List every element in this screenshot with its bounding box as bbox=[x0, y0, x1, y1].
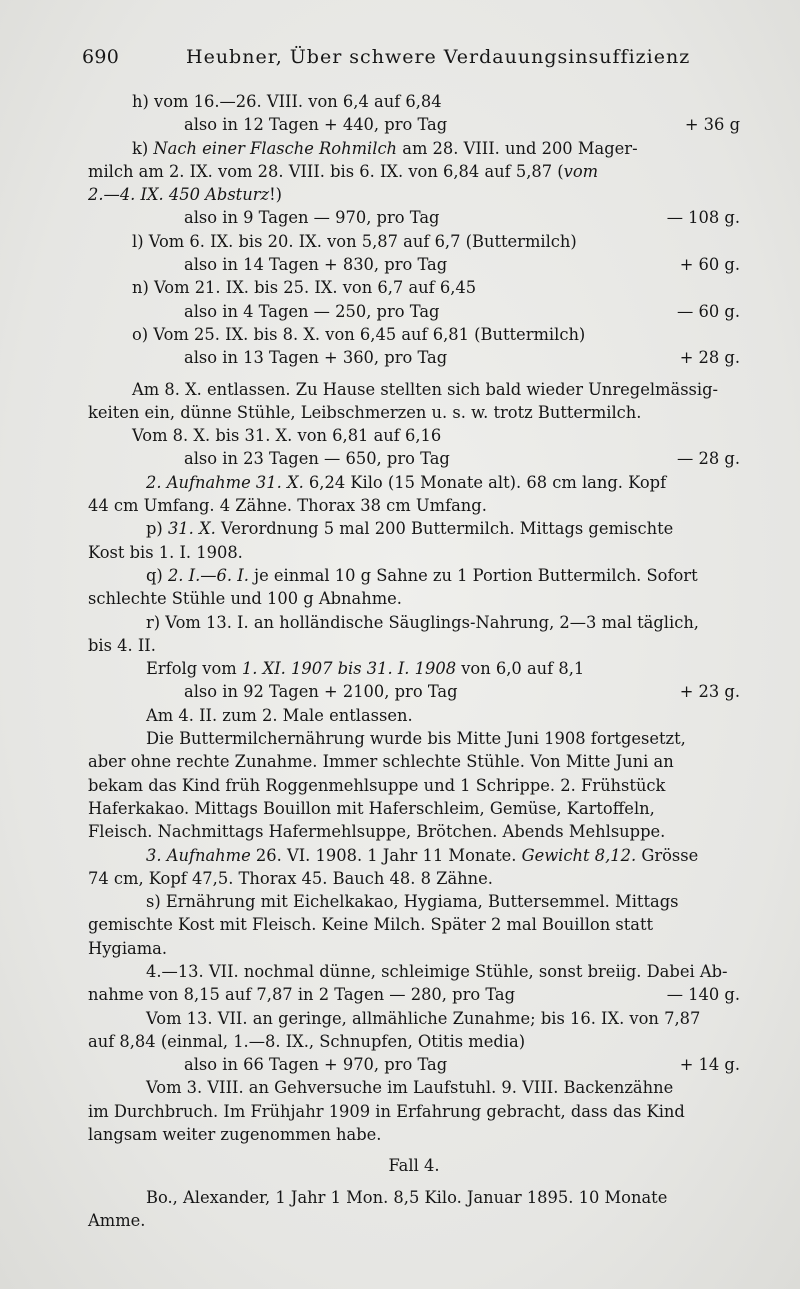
entry-k-sub: also in 9 Tagen — 970, pro Tag — 108 g. bbox=[88, 206, 740, 229]
para3-line1: p) 31. X. Verordnung 5 mal 200 Buttermilch. Mittags gemischte bbox=[146, 519, 674, 539]
entry-n-rate: — 60 g. bbox=[677, 301, 740, 321]
page-number: 690 bbox=[82, 46, 120, 68]
para1-rate: — 28 g. bbox=[677, 449, 740, 469]
para10-line7: im Durchbruch. Im Frühjahr 1909 in Erfahrung gebracht, dass das Kind bbox=[88, 1101, 685, 1121]
entry-k-line3: 2.—4. IX. 450 Absturz!) bbox=[88, 185, 282, 205]
para7-line2: aber ohne rechte Zunahme. Immer schlechte Stühle. Von Mitte Juni an bbox=[88, 752, 674, 772]
entry-l-rate: + 60 g. bbox=[679, 255, 740, 275]
entry-n-label: n) Vom 21. IX. bis 25. IX. von 6,7 auf 6,45 bbox=[132, 278, 477, 298]
para2-line2: 44 cm Umfang. 4 Zähne. Thorax 38 cm Umfang. bbox=[88, 496, 487, 516]
para6-line3: Am 4. II. zum 2. Male entlassen. bbox=[146, 705, 413, 725]
para8-line1: 3. Aufnahme 26. VI. 1908. 1 Jahr 11 Monate. Gewicht 8,12. Grösse bbox=[146, 845, 699, 865]
entry-h-rate: + 36 g bbox=[684, 115, 740, 135]
para10-line2: nahme von 8,15 auf 7,87 in 2 Tagen — 280, pro Tag — 140 g. bbox=[88, 983, 740, 1006]
entry-o-label: o) Vom 25. IX. bis 8. X. von 6,45 auf 6,81 (Buttermilch) bbox=[132, 324, 586, 344]
para10-line5: also in 66 Tagen + 970, pro Tag + 14 g. bbox=[88, 1053, 740, 1076]
running-title: Heubner, Über schwere Verdauungsinsuffizienz bbox=[186, 46, 691, 68]
para10-line1: 4.—13. VII. nochmal dünne, schleimige Stühle, sonst breiig. Dabei Ab- bbox=[146, 961, 728, 981]
para9-line1: s) Ernährung mit Eichelkakao, Hygiama, Buttersemmel. Mittags bbox=[146, 892, 679, 912]
entry-k-label: k) Nach einer Flasche Rohmilch am 28. VIII. und 200 Mager- bbox=[132, 138, 638, 158]
para7-line4: Haferkakao. Mittags Bouillon mit Haferschleim, Gemüse, Kartoffeln, bbox=[88, 798, 655, 818]
para9-line2: gemischte Kost mit Fleisch. Keine Milch. Später 2 mal Bouillon statt bbox=[88, 915, 654, 935]
para3-line2: Kost bis 1. I. 1908. bbox=[88, 542, 243, 562]
page-body bbox=[88, 90, 740, 1232]
para7-line1: Die Buttermilchernährung wurde bis Mitte Juni 1908 fortgesetzt, bbox=[146, 729, 686, 749]
case-para-line2: Amme. bbox=[88, 1210, 146, 1230]
para10-rate2: + 14 g. bbox=[679, 1055, 740, 1075]
entry-k-rate: — 108 g. bbox=[666, 208, 740, 228]
para1-line2: keiten ein, dünne Stühle, Leibschmerzen u. s. w. trotz Buttermilch. bbox=[88, 402, 642, 422]
entry-o-rate: + 28 g. bbox=[679, 348, 740, 368]
case-para-line1: Bo., Alexander, 1 Jahr 1 Mon. 8,5 Kilo. Januar 1895. 10 Monate bbox=[146, 1187, 668, 1207]
para6-line2: also in 92 Tagen + 2100, pro Tag + 23 g. bbox=[88, 680, 740, 703]
entry-n-sub: also in 4 Tagen — 250, pro Tag — 60 g. bbox=[88, 300, 740, 323]
para2-line1: 2. Aufnahme 31. X. 6,24 Kilo (15 Monate alt). 68 cm lang. Kopf bbox=[146, 472, 667, 492]
para5-line1: r) Vom 13. I. an holländische Säuglings-Nahrung, 2—3 mal täglich, bbox=[146, 612, 699, 632]
para10-line8: langsam weiter zugenommen habe. bbox=[88, 1125, 382, 1145]
entry-h-sub: also in 12 Tagen + 440, pro Tag + 36 g bbox=[88, 113, 740, 136]
page-header bbox=[82, 46, 722, 76]
para4-line2: schlechte Stühle und 100 g Abnahme. bbox=[88, 589, 402, 609]
entry-l-label: l) Vom 6. IX. bis 20. IX. von 5,87 auf 6,7 (Buttermilch) bbox=[132, 231, 577, 251]
entry-k-line2: milch am 2. IX. vom 28. VIII. bis 6. IX. von 6,84 auf 5,87 (vom bbox=[88, 161, 599, 181]
para10-line6: Vom 3. VIII. an Gehversuche im Laufstuhl. 9. VIII. Backenzähne bbox=[146, 1078, 674, 1098]
para1-line4: also in 23 Tagen — 650, pro Tag — 28 g. bbox=[88, 447, 740, 470]
case-heading: Fall 4. bbox=[388, 1156, 440, 1176]
entry-l-sub: also in 14 Tagen + 830, pro Tag + 60 g. bbox=[88, 253, 740, 276]
entry-h-label: h) vom 16.—26. VIII. von 6,4 auf 6,84 bbox=[132, 92, 442, 111]
para1-line3: Vom 8. X. bis 31. X. von 6,81 auf 6,16 bbox=[132, 426, 442, 446]
para1-line1: Am 8. X. entlassen. Zu Hause stellten sich bald wieder Unregelmässig- bbox=[132, 379, 719, 399]
para6-line1: Erfolg vom 1. XI. 1907 bis 31. I. 1908 von 6,0 auf 8,1 bbox=[146, 659, 585, 679]
entry-o-sub: also in 13 Tagen + 360, pro Tag + 28 g. bbox=[88, 346, 740, 369]
para5-line2: bis 4. II. bbox=[88, 635, 156, 655]
para10-line3: Vom 13. VII. an geringe, allmähliche Zunahme; bis 16. IX. von 7,87 bbox=[146, 1008, 701, 1028]
para8-line2: 74 cm, Kopf 47,5. Thorax 45. Bauch 48. 8 Zähne. bbox=[88, 868, 493, 888]
para6-rate: + 23 g. bbox=[679, 682, 740, 702]
para4-line1: q) 2. I.—6. I. je einmal 10 g Sahne zu 1 Portion Buttermilch. Sofort bbox=[146, 565, 698, 585]
para7-line3: bekam das Kind früh Roggenmehlsuppe und 1 Schrippe. 2. Frühstück bbox=[88, 775, 666, 795]
para10-line4: auf 8,84 (einmal, 1.—8. IX., Schnupfen, Otitis media) bbox=[88, 1031, 526, 1051]
para7-line5: Fleisch. Nachmittags Hafermehlsuppe, Brötchen. Abends Mehlsuppe. bbox=[88, 822, 666, 842]
para9-line3: Hygiama. bbox=[88, 938, 168, 958]
para10-rate1: — 140 g. bbox=[666, 985, 740, 1005]
